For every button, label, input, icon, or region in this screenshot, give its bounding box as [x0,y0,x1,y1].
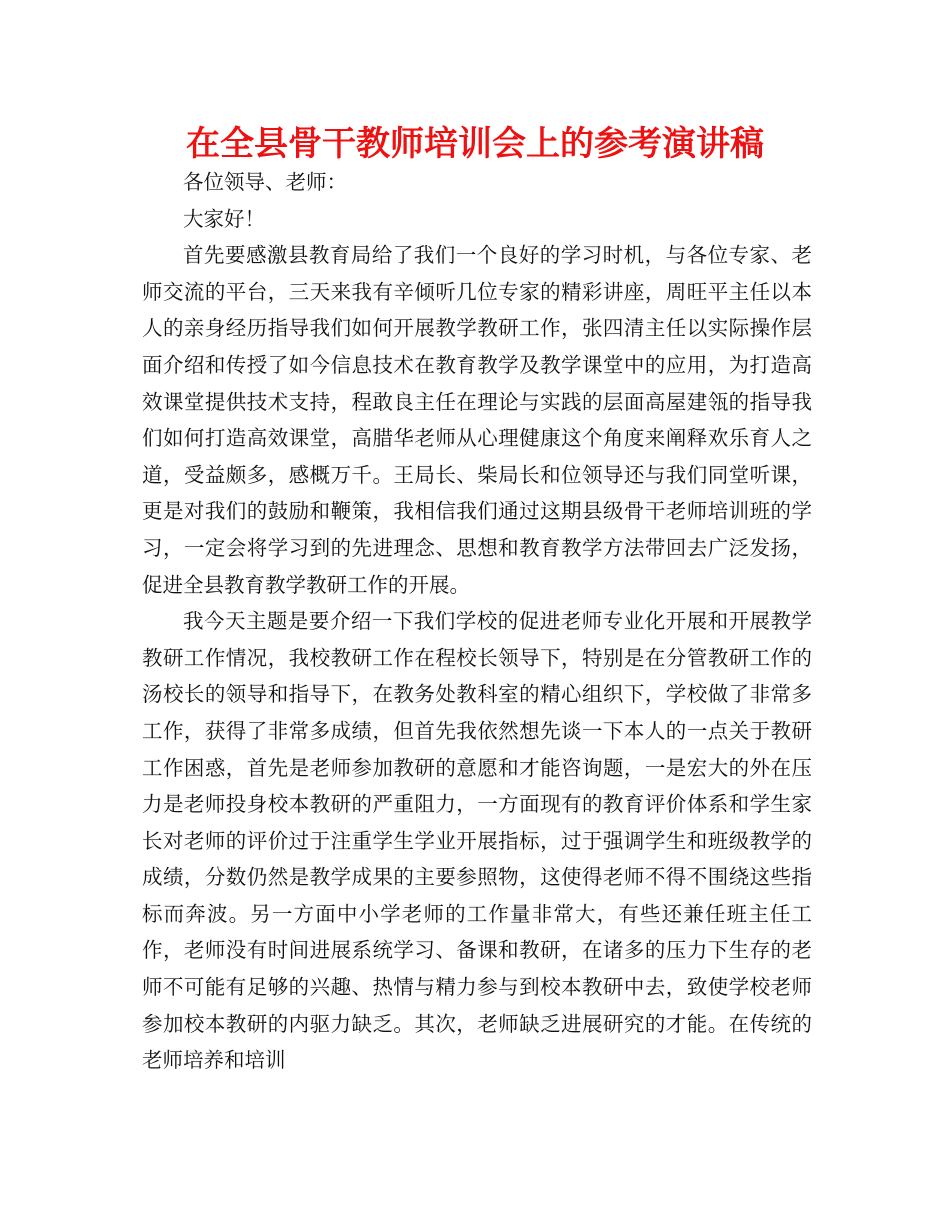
paragraph-topic: 我今天主题是要介绍一下我们学校的促进老师专业化开展和开展教学教研工作情况，我校教研工作在程校长领导下，特别是在分管教研工作的汤校长的领导和指导下，在教务处教科室的精心组织下，学校做了非常多工作，获得了非常多成绩，但首先我依然想先谈一下本人的一点关于教研工作困惑，首先是老师参加教研的意愿和才能咨询题，一是宏大的外在压力是老师投身校本教研的严重阻力，一方面现有的教育评价体系和学生家长对老师的评价过于注重学生学业开展指标，过于强调学生和班级教学的成绩，分数仍然是教学成果的主要参照物，这使得老师不得不围绕这些指标而奔波。另一方面中小学老师的工作量非常大，有些还兼任班主任工作，老师没有时间进展系统学习、备课和教研，在诸多的压力下生存的老师不可能有足够的兴趣、热情与精力参与到校本教研中去，致使学校老师参加校本教研的内驱力缺乏。其次，老师缺乏进展研究的才能。在传统的老师培养和培训 [142,609,812,1073]
salutation: 各位领导、老师： [183,170,347,194]
greeting: 大家好！ [183,206,265,231]
document-body [142,164,812,1079]
document-title: 在全县骨干教师培训会上的参考演讲稿 [186,124,764,164]
paragraph-gratitude: 首先要感激县教育局给了我们一个良好的学习时机，与各位专家、老师交流的平台，三天来我有辛倾听几位专家的精彩讲座，周旺平主任以本人的亲身经历指导我们如何开展教学教研工作，张四清主任以实际操作层面介绍和传授了如今信息技术在教育教学及教学课堂中的应用，为打造高效课堂提供技术支持，程敢良主任在理论与实践的层面高屋建瓴的指导我们如何打造高效课堂，高腊华老师从心理健康这个角度来阐释欢乐育人之道，受益颇多，感概万千。王局长、柴局长和位领导还与我们同堂听课，更是对我们的鼓励和鞭策，我相信我们通过这期县级骨干老师培训班的学习，一定会将学习到的先进理念、思想和教育教学方法带回去广泛发扬，促进全县教育教学教研工作的开展。 [142,243,812,597]
